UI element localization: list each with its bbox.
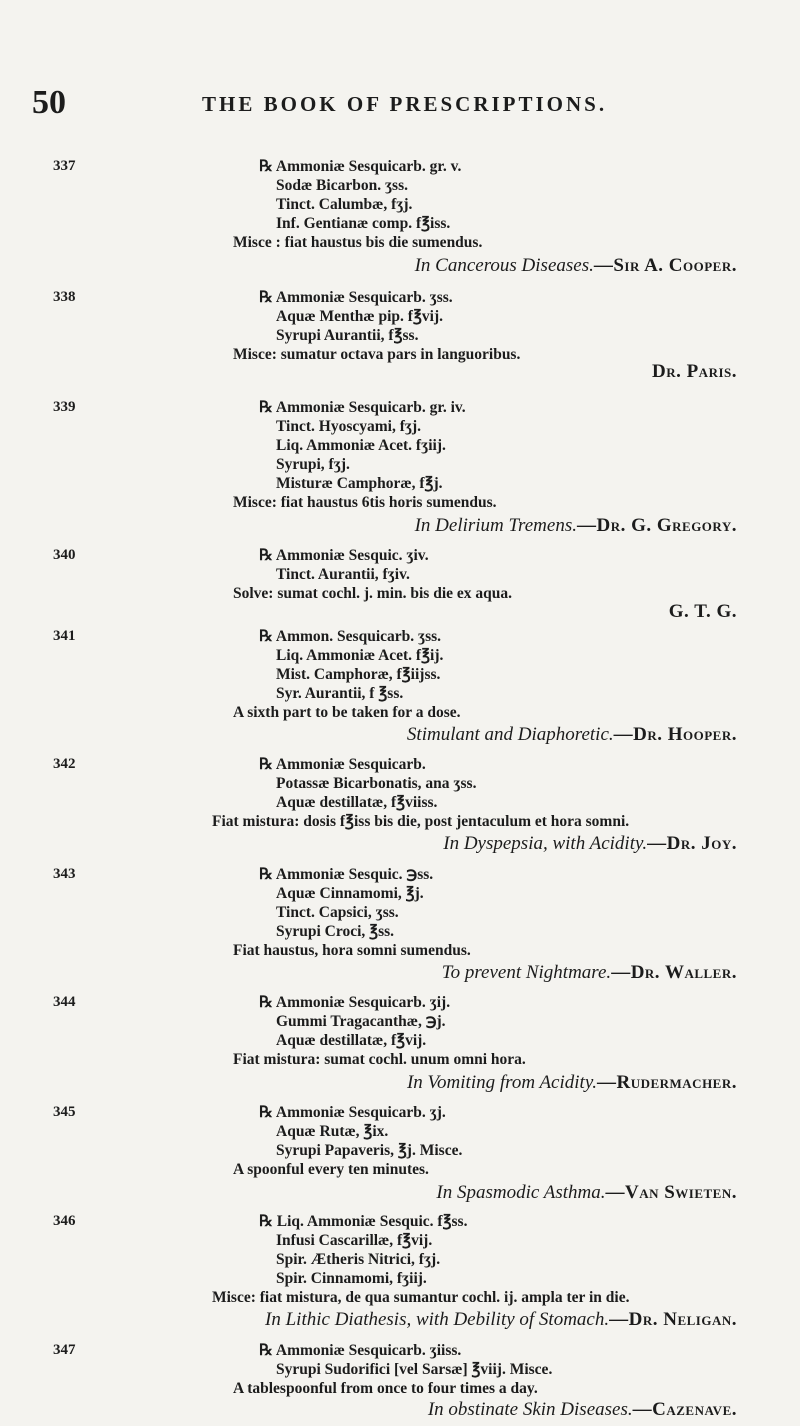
disease-indication: In Cancerous Diseases. (414, 255, 594, 276)
ingredient-line: Tinct. Hyoscyami, fʒj. (276, 418, 422, 435)
recipe-line: ℞ Ammoniæ Sesquicarb. (259, 756, 426, 773)
attribution (442, 961, 737, 985)
attribution (407, 723, 737, 747)
directions-line: A tablespoonful from once to four times a day. (233, 1380, 538, 1397)
doctor-name: —Dr. Hooper. (613, 724, 737, 745)
disease-indication: In Dyspepsia, with Acidity. (443, 833, 648, 854)
recipe-line: ℞ Ammoniæ Sesquicarb. gr. iv. (259, 399, 466, 416)
ingredient-line: Mist. Camphoræ, f℥iijss. (276, 666, 441, 683)
prescription-number: 346 (53, 1213, 76, 1229)
directions-line: Fiat mistura: dosis f℥iss bis die, post jentaculum et hora somni. (212, 813, 630, 830)
attribution (428, 1398, 737, 1422)
attribution (443, 832, 737, 856)
disease-indication: In Spasmodic Asthma. (436, 1182, 606, 1203)
ingredient-line: Aquæ Cinnamomi, ℥j. (276, 885, 424, 902)
ingredient-line: Syrupi Papaveris, ℥j. Misce. (276, 1142, 463, 1159)
running-title: THE BOOK OF PRESCRIPTIONS. (202, 92, 608, 116)
doctor-name: —Dr. Waller. (611, 962, 737, 983)
ingredient-line: Liq. Ammoniæ Acet. f℥ij. (276, 647, 444, 664)
directions-line: A spoonful every ten minutes. (233, 1161, 429, 1178)
directions-line: Misce : fiat haustus bis die sumendus. (233, 234, 483, 251)
ingredient-line: Sodæ Bicarbon. ʒss. (276, 177, 408, 194)
disease-indication: In obstinate Skin Diseases. (427, 1399, 633, 1420)
attribution (436, 1181, 737, 1205)
disease-indication: In Delirium Tremens. (414, 515, 577, 536)
doctor-name: —Dr. Neligan. (609, 1309, 737, 1330)
recipe-line: ℞ Ammoniæ Sesquic. ʒiv. (259, 547, 429, 564)
prescription-number: 347 (53, 1342, 76, 1358)
disease-indication: In Lithic Diathesis, with Debility of Stomach. (265, 1309, 610, 1330)
signature: G. T. G. (668, 601, 737, 622)
directions-line: Misce: fiat mistura, de qua sumantur cochl. ij. ampla ter in die. (212, 1289, 630, 1306)
prescription-number: 342 (53, 756, 76, 772)
recipe-line: ℞ Ammoniæ Sesquicarb. ʒij. (259, 994, 451, 1011)
recipe-line: ℞ Ammoniæ Sesquicarb. gr. v. (259, 158, 462, 175)
ingredient-line: Syrupi Sudorifici [vel Sarsæ] ℥viij. Misce. (276, 1361, 553, 1378)
directions-line: A sixth part to be taken for a dose. (233, 704, 461, 721)
prescription-number: 345 (53, 1104, 76, 1120)
recipe-line: ℞ Ammoniæ Sesquic. ℈ss. (259, 866, 434, 883)
prescription-number: 344 (53, 994, 76, 1010)
ingredient-line: Syrupi Croci, ℥ss. (276, 923, 395, 940)
ingredient-line: Aquæ destillatæ, f℥vij. (276, 1032, 427, 1049)
ingredient-line: Spir. Cinnamomi, fʒiij. (276, 1270, 427, 1287)
ingredient-line: Liq. Ammoniæ Acet. fʒiij. (276, 437, 446, 454)
attribution (415, 254, 737, 278)
recipe-line: ℞ Ammoniæ Sesquicarb. ʒss. (259, 289, 453, 306)
ingredient-line: Syrupi, fʒj. (276, 456, 350, 473)
doctor-name: —Van Swieten. (605, 1182, 737, 1203)
disease-indication: Stimulant and Diaphoretic. (406, 724, 614, 745)
ingredient-line: Tinct. Capsici, ʒss. (276, 904, 399, 921)
attribution (407, 1071, 737, 1095)
directions-line: Fiat haustus, hora somni sumendus. (233, 942, 471, 959)
directions-line: Fiat mistura: sumat cochl. unum omni hora. (233, 1051, 526, 1068)
directions-line: Misce: fiat haustus 6tis horis sumendus. (233, 494, 497, 511)
recipe-line: ℞ Ammon. Sesquicarb. ʒss. (259, 628, 442, 645)
ingredient-line: Potassæ Bicarbonatis, ana ʒss. (276, 775, 477, 792)
recipe-line: ℞ Liq. Ammoniæ Sesquic. f℥ss. (259, 1213, 468, 1230)
ingredient-line: Syrupi Aurantii, f℥ss. (276, 327, 419, 344)
ingredient-line: Infusi Cascarillæ, f℥vij. (276, 1232, 433, 1249)
ingredient-line: Tinct. Calumbæ, fʒj. (276, 196, 413, 213)
doctor-name: —Dr. Joy. (647, 833, 737, 854)
prescription-number: 341 (53, 628, 76, 644)
ingredient-line: Misturæ Camphoræ, f℥j. (276, 475, 443, 492)
directions-line: Solve: sumat cochl. j. min. bis die ex aqua. (233, 585, 513, 602)
doctor-name: —Rudermacher. (596, 1072, 737, 1093)
directions-line: Misce: sumatur octava pars in languoribus. (233, 346, 521, 363)
disease-indication: In Vomiting from Acidity. (406, 1072, 597, 1093)
ingredient-line: Aquæ Menthæ pip. f℥vij. (276, 308, 443, 325)
ingredient-line: Syr. Aurantii, f ℥ss. (276, 685, 404, 702)
prescription-number: 340 (53, 547, 76, 563)
attribution (265, 1308, 737, 1332)
doctor-name: —Cazenave. (632, 1399, 737, 1420)
page-number: 50 (32, 84, 66, 121)
ingredient-line: Inf. Gentianæ comp. f℥iss. (276, 215, 451, 232)
prescription-number: 339 (53, 399, 76, 415)
ingredient-line: Aquæ destillatæ, f℥viiss. (276, 794, 438, 811)
prescription-number: 337 (53, 158, 76, 174)
prescription-number: 338 (53, 289, 76, 305)
doctor-name: —Sir A. Cooper. (593, 255, 737, 276)
ingredient-line: Tinct. Aurantii, fʒiv. (276, 566, 410, 583)
doctor-name: —Dr. G. Gregory. (576, 515, 737, 536)
ingredient-line: Gummi Tragacanthæ, ℈j. (276, 1013, 446, 1030)
recipe-line: ℞ Ammoniæ Sesquicarb. ʒj. (259, 1104, 446, 1121)
disease-indication: To prevent Nightmare. (441, 962, 612, 983)
ingredient-line: Aquæ Rutæ, ℥ix. (276, 1123, 389, 1140)
page-header (32, 83, 762, 123)
signature: Dr. Paris. (651, 361, 737, 382)
prescription-number: 343 (53, 866, 76, 882)
ingredient-line: Spir. Ætheris Nitrici, fʒj. (276, 1251, 441, 1268)
recipe-line: ℞ Ammoniæ Sesquicarb. ʒiiss. (259, 1342, 462, 1359)
attribution (415, 514, 737, 538)
